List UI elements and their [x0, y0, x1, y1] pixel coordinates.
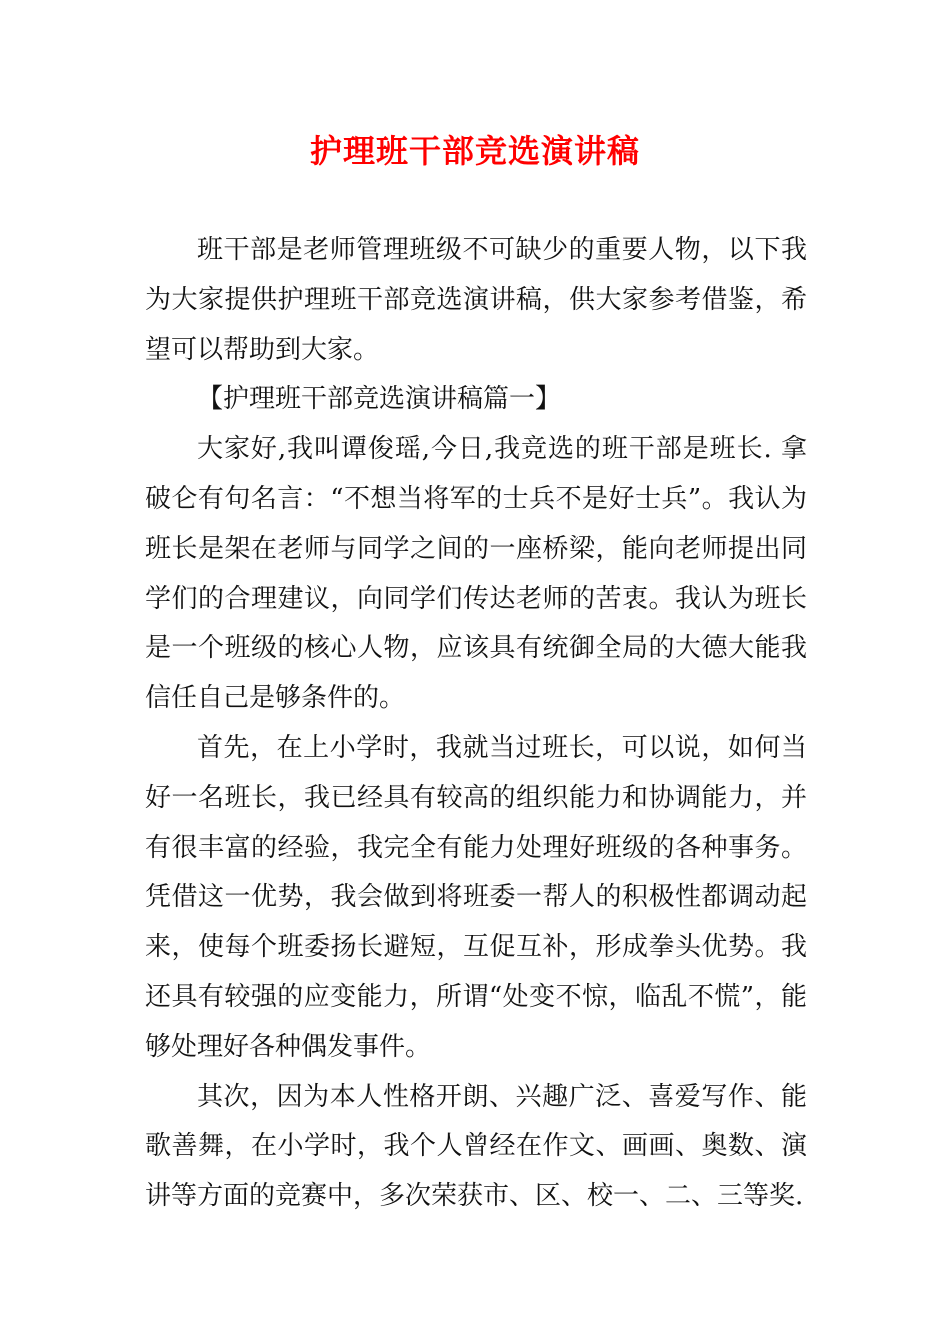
section-heading: 【护理班干部竞选演讲稿篇一】: [197, 384, 562, 415]
paragraph-intro: 班干部是老师管理班级不可缺少的重要人物，以下我为大家提供护理班干部竞选演讲稿，供大家参考借鉴，希望可以帮助到大家。: [145, 235, 807, 365]
document-title: 护理班干部竞选演讲稿: [309, 132, 640, 170]
paragraph-first: 首先，在上小学时，我就当过班长，可以说，如何当好一名班长，我已经具有较高的组织能力和协调能力，并有很丰富的经验，我完全有能力处理好班级的各种事务。凭借这一优势，我会做到将班委一帮人的积极性都调动起来，使每个班委扬长避短，互促互补，形成拳头优势。我还具有较强的应变能力，所谓“处变不惊，临乱不慌”，能够处理好各种偶发事件。: [145, 732, 807, 1062]
document-body: [145, 226, 807, 1222]
paragraph-second: 其次，因为本人性格开朗、兴趣广泛、喜爱写作、能歌善舞，在小学时，我个人曾经在作文、画画、奥数、演讲等方面的竞赛中，多次荣获市、区、校一、二、三等奖.: [145, 1081, 807, 1212]
paragraph-greeting: 大家好,我叫谭俊瑶,今日,我竞选的班干部是班长. 拿破仑有句名言：“不想当将军的士兵不是好士兵”。我认为班长是架在老师与同学之间的一座桥梁，能向老师提出同学们的合理建议，向同学们传达老师的苦衷。我认为班长是一个班级的核心人物，应该具有统御全局的大德大能我信任自己是够条件的。: [145, 434, 807, 714]
